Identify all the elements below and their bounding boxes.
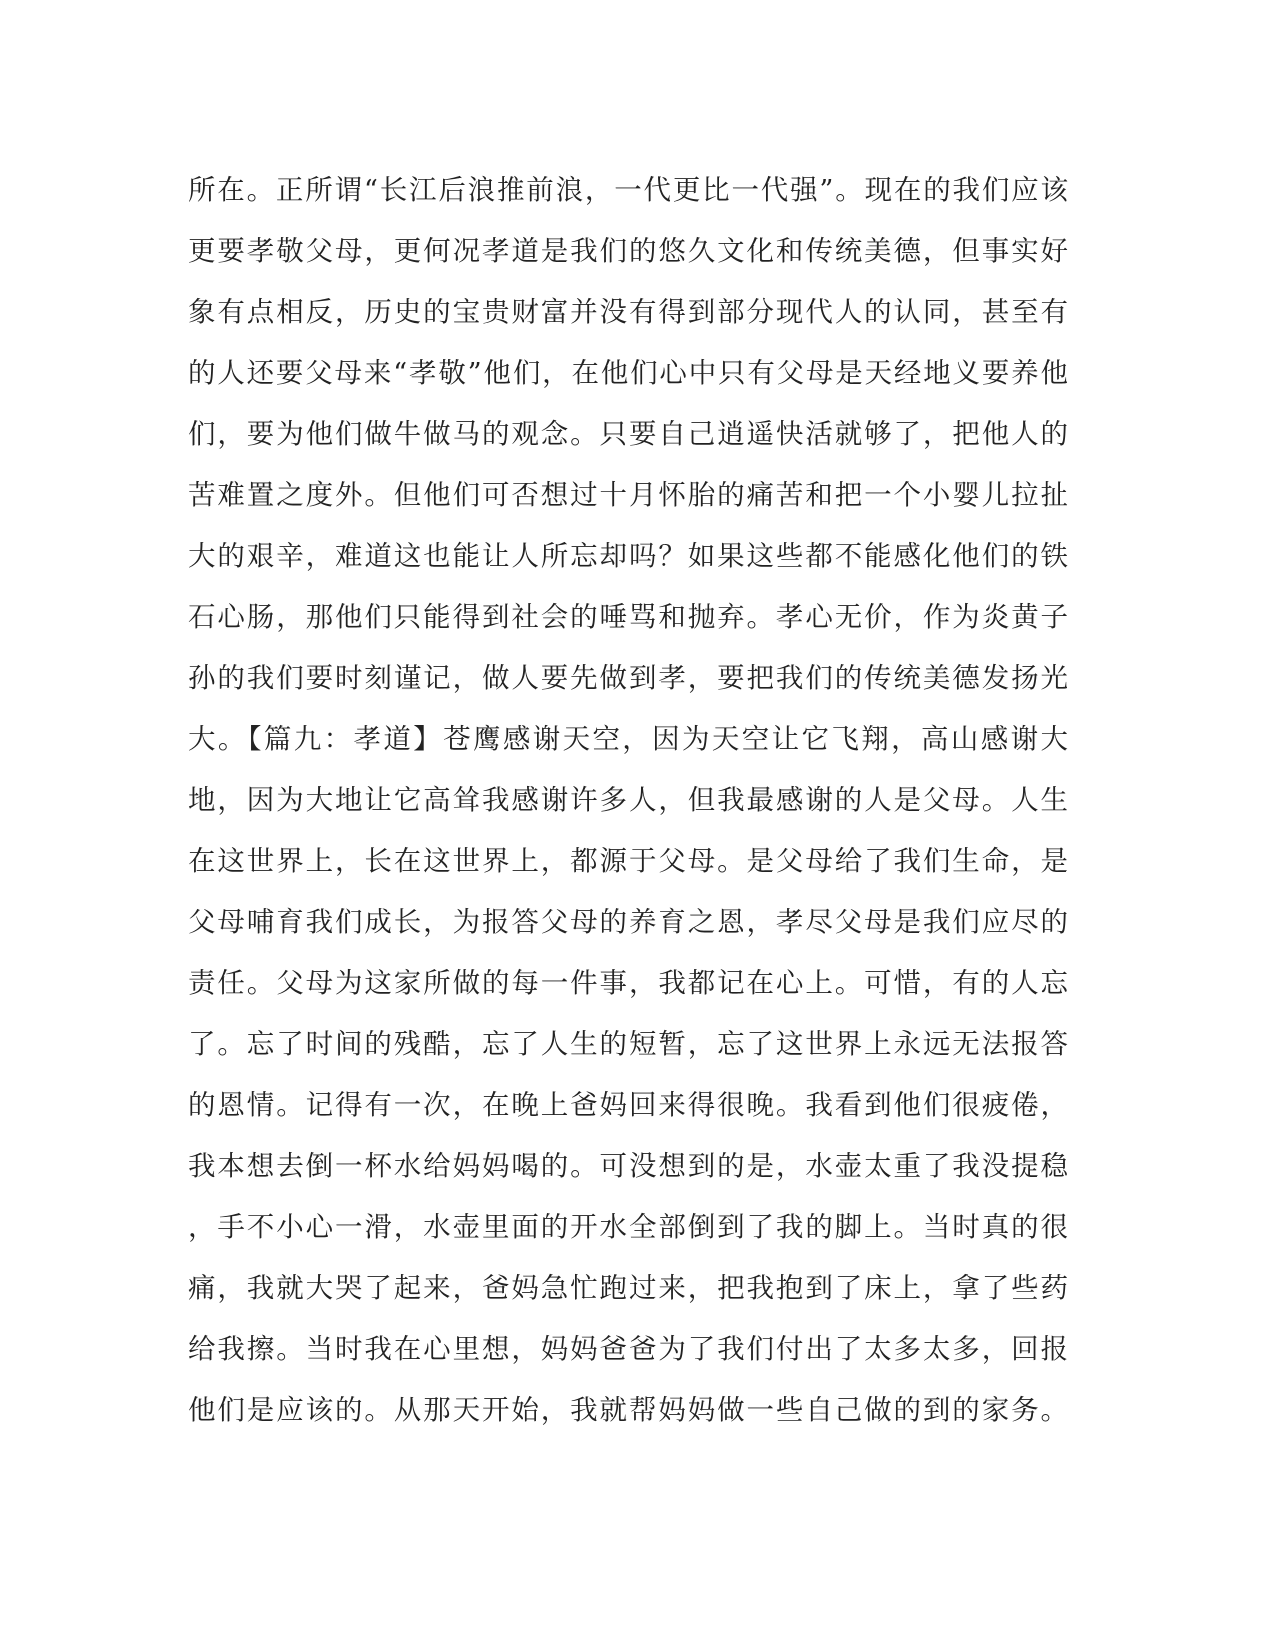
text-line: 大的艰辛，难道这也能让人所忘却吗？如果这些都不能感化他们的铁 [188,540,1068,572]
text-line: 给我擦。当时我在心里想，妈妈爸爸为了我们付出了太多太多，回报 [188,1333,1068,1365]
text-line: 所在。正所谓“长江后浪推前浪，一代更比一代强”。现在的我们应该 [188,174,1068,206]
text-line: 地，因为大地让它高耸我感谢许多人，但我最感谢的人是父母。人生 [188,784,1068,816]
text-line: 石心肠，那他们只能得到社会的唾骂和抛弃。孝心无价，作为炎黄子 [188,601,1068,633]
text-line: 他们是应该的。从那天开始，我就帮妈妈做一些自己做的到的家务。 [188,1394,1068,1426]
text-line: 更要孝敬父母，更何况孝道是我们的悠久文化和传统美德，但事实好 [188,235,1068,267]
text-line: 在这世界上，长在这世界上，都源于父母。是父母给了我们生命，是 [188,845,1068,877]
text-line: ，手不小心一滑，水壶里面的开水全部倒到了我的脚上。当时真的很 [188,1211,1068,1243]
text-line: 的恩情。记得有一次，在晚上爸妈回来得很晚。我看到他们很疲倦， [188,1089,1068,1121]
text-line: 们，要为他们做牛做马的观念。只要自己逍遥快活就够了，把他人的 [188,418,1068,450]
body-text [188,160,1068,1441]
text-line: 父母哺育我们成长，为报答父母的养育之恩，孝尽父母是我们应尽的 [188,906,1068,938]
text-line: 痛，我就大哭了起来，爸妈急忙跑过来，把我抱到了床上，拿了些药 [188,1272,1068,1304]
text-line: 苦难置之度外。但他们可否想过十月怀胎的痛苦和把一个小婴儿拉扯 [188,479,1068,511]
text-line: 孙的我们要时刻谨记，做人要先做到孝，要把我们的传统美德发扬光 [188,662,1068,694]
text-line: 的人还要父母来“孝敬”他们，在他们心中只有父母是天经地义要养他 [188,357,1068,389]
text-line: 象有点相反，历史的宝贵财富并没有得到部分现代人的认同，甚至有 [188,296,1068,328]
text-line: 我本想去倒一杯水给妈妈喝的。可没想到的是，水壶太重了我没提稳 [188,1150,1068,1182]
text-line: 责任。父母为这家所做的每一件事，我都记在心上。可惜，有的人忘 [188,967,1068,999]
text-line: 了。忘了时间的残酷，忘了人生的短暂，忘了这世界上永远无法报答 [188,1028,1068,1060]
text-line: 大。【篇九：孝道】苍鹰感谢天空，因为天空让它飞翔，高山感谢大 [188,723,1068,755]
